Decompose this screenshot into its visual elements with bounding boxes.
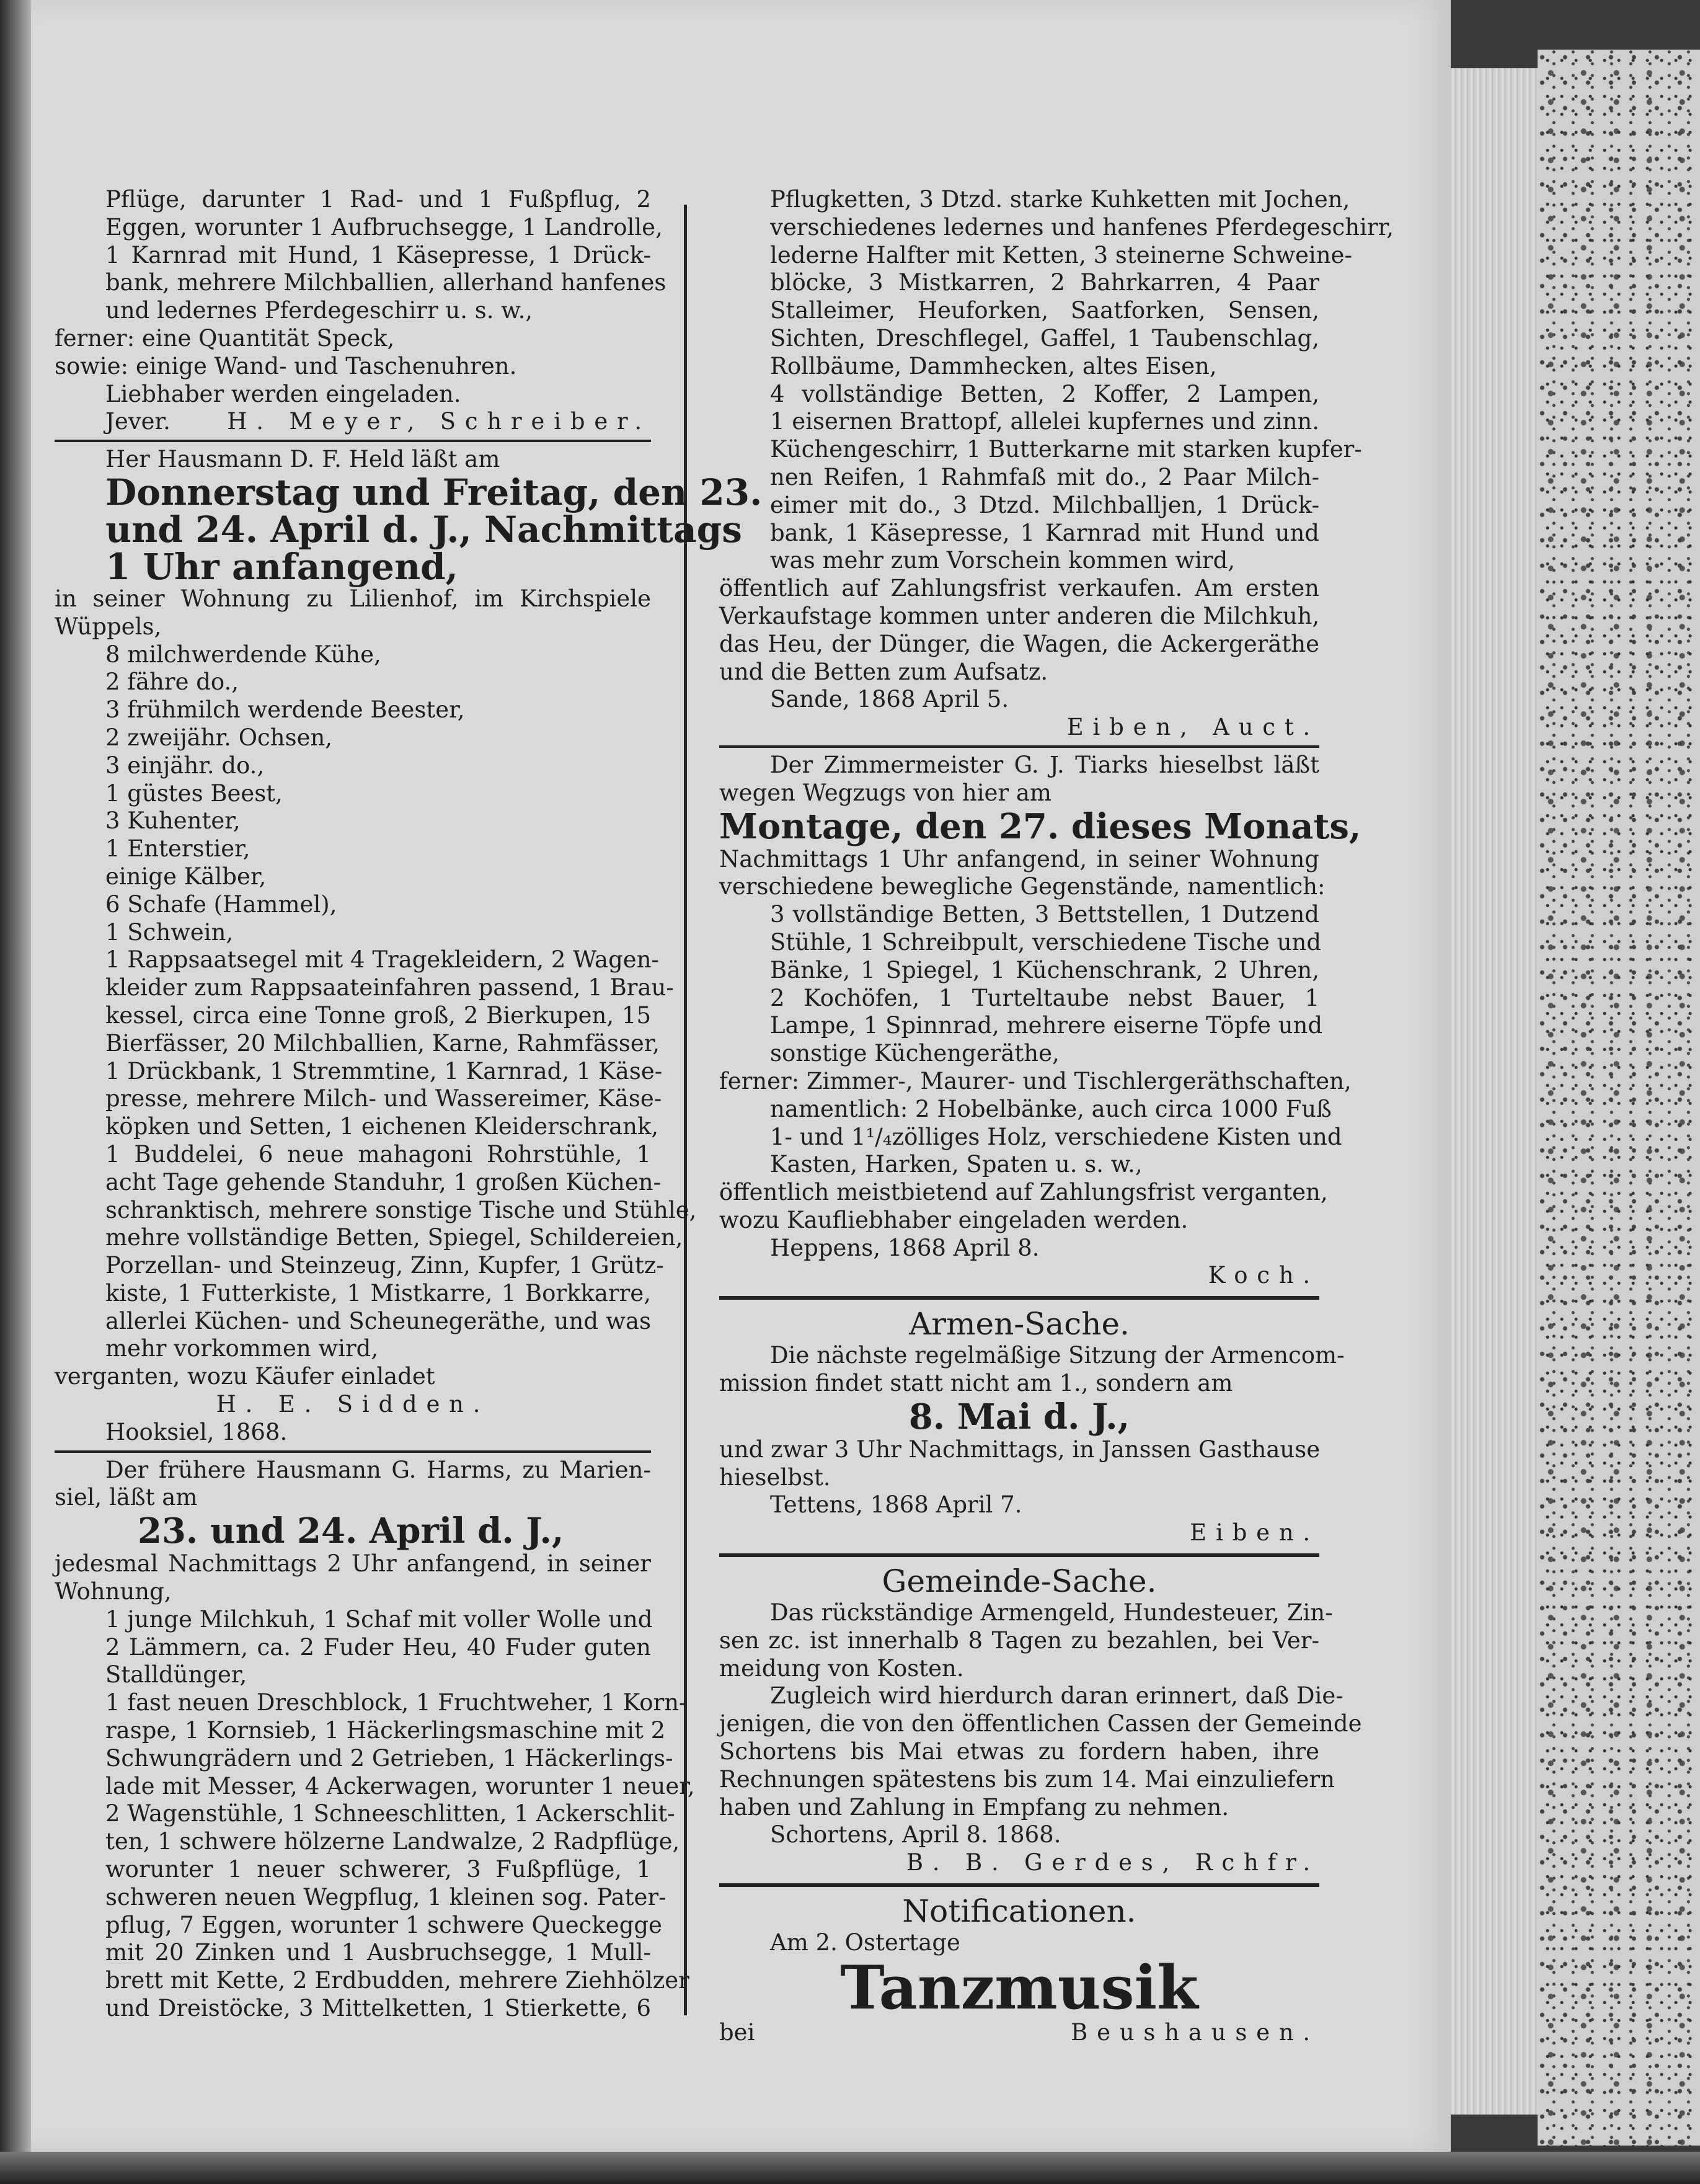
auction-date-heading: Donnerstag und Freitag, den 23. bbox=[105, 471, 763, 513]
text-line: 1 Buddelei, 6 neue mahagoni Rohrstühle, 1 bbox=[105, 1140, 651, 1168]
book-cover bbox=[1538, 50, 1700, 2146]
text-line: 1- und 1¹/₄zölliges Holz, verschiedene Kisten und bbox=[770, 1123, 1342, 1150]
text-line: 1 fast neuen Dreschblock, 1 Fruchtweher, 1 Korn- bbox=[105, 1689, 687, 1716]
text-line: Eggen, worunter 1 Aufbruchsegge, 1 Landrolle, bbox=[105, 213, 663, 241]
text-line: namentlich: 2 Hobelbänke, auch circa 1000 Fuß bbox=[770, 1095, 1332, 1122]
text-line: Das rückständige Armengeld, Hundesteuer, Zin- bbox=[770, 1599, 1333, 1627]
place-date: Jever. bbox=[105, 408, 170, 435]
venue-row bbox=[719, 2019, 1319, 2047]
text-line: 2 Lämmern, ca. 2 Fuder Heu, 40 Fuder guten bbox=[105, 1633, 651, 1661]
section-rule bbox=[719, 1296, 1319, 1300]
text-line: Stalldünger, bbox=[105, 1661, 247, 1689]
text-line: Porzellan- und Steinzeug, Zinn, Kupfer, 1 Grütz- bbox=[105, 1252, 664, 1279]
list-item: 3 Kuhenter, bbox=[105, 807, 241, 835]
notice-intro: siel, läßt am bbox=[55, 1484, 198, 1511]
section-rule bbox=[55, 440, 651, 442]
place-date: Heppens, 1868 April 8. bbox=[770, 1234, 1040, 1261]
text-line: bei bbox=[719, 2018, 755, 2046]
text-line: meidung von Kosten. bbox=[719, 1654, 964, 1682]
text-line: Wohnung, bbox=[55, 1578, 172, 1605]
text-line: Sichten, Dreschflegel, Gaffel, 1 Taubenschlag, bbox=[770, 324, 1319, 352]
text-line: kessel, circa eine Tonne groß, 2 Bierkupen, 15 bbox=[105, 1001, 651, 1029]
text-line: öffentlich meistbietend auf Zahlungsfrist verganten, bbox=[719, 1179, 1328, 1206]
text-line: acht Tage gehende Standuhr, 1 großen Küchen- bbox=[105, 1168, 662, 1196]
text-line: Schortens bis Mai etwas zu fordern haben, ihre bbox=[719, 1738, 1319, 1765]
section-rule bbox=[719, 745, 1319, 748]
text-line: was mehr zum Vorschein kommen wird, bbox=[770, 547, 1236, 574]
auction-notice-2 bbox=[55, 446, 763, 1447]
notice-intro: Der Zimmermeister G. J. Tiarks hieselbst läßt bbox=[770, 751, 1319, 778]
left-column bbox=[55, 186, 763, 2023]
place-date: Schortens, April 8. 1868. bbox=[770, 1821, 1061, 1849]
list-item: 1 Schwein, bbox=[105, 918, 234, 946]
text-line: Kasten, Harken, Spaten u. s. w., bbox=[770, 1151, 1143, 1178]
section-rule bbox=[55, 1450, 651, 1453]
meeting-date-heading: 8. Mai d. J., bbox=[908, 1396, 1130, 1437]
section-rule bbox=[719, 1883, 1319, 1887]
text-line: Die nächste regelmäßige Sitzung der Armencom- bbox=[770, 1342, 1345, 1369]
text-line: Küchengeschirr, 1 Butterkarne mit starken kupfer- bbox=[770, 436, 1362, 463]
text-line: Wüppels, bbox=[55, 613, 162, 640]
right-column bbox=[719, 186, 1394, 2047]
text-line: ferner: Zimmer-, Maurer- und Tischlergeräthschaften, bbox=[719, 1067, 1352, 1094]
text-line: 1 Drückbank, 1 Stremmtine, 1 Karnrad, 1 Käse- bbox=[105, 1057, 663, 1085]
text-line: sowie: einige Wand- und Taschenuhren. bbox=[55, 352, 517, 380]
text-line: jenigen, die von den öffentlichen Cassen der Gemeinde bbox=[719, 1710, 1362, 1738]
text-line: Am 2. Ostertage bbox=[770, 1929, 960, 1956]
text-line: verschiedene bewegliche Gegenstände, namentlich: bbox=[719, 873, 1326, 900]
place-date: Tettens, 1868 April 7. bbox=[770, 1491, 1022, 1519]
text-line: und Dreistöcke, 3 Mittelketten, 1 Stierkette, 6 bbox=[105, 1995, 651, 2022]
signature: Koch. bbox=[1208, 1262, 1319, 1289]
signature: H. Meyer, Schreiber. bbox=[227, 408, 651, 435]
text-line: schweren neuen Wegpflug, 1 kleinen sog. Pater- bbox=[105, 1883, 666, 1911]
text-line: 2 Wagenstühle, 1 Schneeschlitten, 1 Ackerschlit- bbox=[105, 1800, 675, 1827]
text-line: 2 Kochöfen, 1 Turteltaube nebst Bauer, 1 bbox=[770, 984, 1319, 1011]
text-line: haben und Zahlung in Empfang zu nehmen. bbox=[719, 1793, 1229, 1821]
text-line: kleider zum Rappsaateinfahren passend, 1 Brau- bbox=[105, 974, 674, 1001]
notifications-section bbox=[719, 1893, 1319, 2047]
poor-relief-notice bbox=[719, 1306, 1345, 1547]
auction-notice-3 bbox=[55, 1456, 695, 2023]
text-line: 3 vollständige Betten, 3 Bettstellen, 1 Dutzend bbox=[770, 901, 1319, 928]
signature: Eiben, Auct. bbox=[1066, 714, 1319, 741]
list-item: 8 milchwerdende Kühe, bbox=[105, 641, 381, 668]
auction-date-heading: 23. und 24. April d. J., bbox=[138, 1511, 564, 1552]
auction-notice-1 bbox=[55, 186, 666, 436]
text-line: Zugleich wird hierdurch daran erinnert, daß Die- bbox=[770, 1682, 1344, 1710]
text-line: Stühle, 1 Schreibpult, verschiedene Tische und bbox=[770, 928, 1322, 956]
section-rule bbox=[719, 1553, 1319, 1557]
signature: H. E. Sidden. bbox=[216, 1391, 490, 1418]
text-line: verganten, wozu Käufer einladet bbox=[55, 1363, 435, 1390]
text-line: bank, 1 Käsepresse, 1 Karnrad mit Hund und bbox=[770, 519, 1319, 546]
text-line: 1 junge Milchkuh, 1 Schaf mit voller Wolle und bbox=[105, 1605, 653, 1633]
text-line: presse, mehrere Milch- und Wassereimer, Käse- bbox=[105, 1085, 662, 1112]
text-line: und die Betten zum Aufsatz. bbox=[719, 658, 1048, 685]
place-date: Hooksiel, 1868. bbox=[105, 1418, 288, 1445]
notice-intro: wegen Wegzugs von hier am bbox=[719, 779, 1052, 806]
text-line: 1 Karnrad mit Hund, 1 Käsepresse, 1 Drück- bbox=[105, 241, 651, 269]
signature: Eiben. bbox=[1190, 1519, 1319, 1547]
text-line: schranktisch, mehrere sonstige Tische und Stühle, bbox=[105, 1196, 697, 1223]
auction-date-heading: Montage, den 27. dieses Monats, bbox=[719, 806, 1361, 847]
text-line: eimer mit do., 3 Dtzd. Milchballjen, 1 Drück- bbox=[770, 491, 1319, 518]
text-line: köpken und Setten, 1 eichenen Kleiderschrank, bbox=[105, 1113, 659, 1140]
text-line: Schwungrädern und 2 Getrieben, 1 Häckerlings- bbox=[105, 1744, 673, 1772]
text-line: und ledernes Pferdegeschirr u. s. w., bbox=[105, 297, 533, 324]
list-item: einige Kälber, bbox=[105, 863, 267, 890]
text-line: blöcke, 3 Mistkarren, 2 Bahrkarren, 4 Paar bbox=[770, 269, 1319, 296]
text-line: in seiner Wohnung zu Lilienhof, im Kirchspiele bbox=[55, 585, 651, 612]
text-line: Stalleimer, Heuforken, Saatforken, Sensen, bbox=[770, 297, 1319, 324]
text-line: und zwar 3 Uhr Nachmittags, in Janssen Gasthause bbox=[719, 1436, 1321, 1463]
list-item: 2 zweijähr. Ochsen, bbox=[105, 724, 333, 751]
notice-intro: Her Hausmann D. F. Held läßt am bbox=[105, 446, 500, 473]
list-item: 1 güstes Beest, bbox=[105, 779, 283, 807]
signature-row bbox=[55, 408, 651, 436]
municipal-notice bbox=[719, 1563, 1362, 1877]
text-line: mehre vollständige Betten, Spiegel, Schildereien, bbox=[105, 1224, 683, 1251]
text-line: allerlei Küchen- und Scheunegeräthe, und was bbox=[105, 1307, 651, 1334]
text-line: verschiedenes ledernes und hanfenes Pferdegeschirr, bbox=[770, 213, 1394, 241]
text-line: mission findet statt nicht am 1., sondern am bbox=[719, 1370, 1233, 1397]
invitation-line: Liebhaber werden eingeladen. bbox=[105, 380, 461, 407]
text-line: Rechnungen spätestens bis zum 14. Mai einzuliefern bbox=[719, 1765, 1335, 1793]
text-line: Bierfässer, 20 Milchballien, Karne, Rahmfässer, bbox=[105, 1029, 660, 1057]
text-line: Nachmittags 1 Uhr anfangend, in seiner Wohnung bbox=[719, 845, 1319, 872]
text-line: kiste, 1 Futterkiste, 1 Mistkarre, 1 Borkkarre, bbox=[105, 1279, 651, 1307]
text-line: wozu Kaufliebhaber eingeladen werden. bbox=[719, 1206, 1189, 1233]
text-line: sen zc. ist innerhalb 8 Tagen zu bezahlen, bei Ver- bbox=[719, 1627, 1319, 1654]
text-line: mehr vorkommen wird, bbox=[105, 1335, 379, 1362]
text-line: sonstige Küchengeräthe, bbox=[770, 1040, 1060, 1067]
text-line: hieselbst. bbox=[719, 1463, 831, 1491]
notice-intro: Der frühere Hausmann G. Harms, zu Marien- bbox=[105, 1456, 651, 1483]
text-line: Bänke, 1 Spiegel, 1 Küchenschrank, 2 Uhren, bbox=[770, 956, 1319, 983]
book-bottom-shadow bbox=[0, 2152, 1700, 2184]
text-line: lade mit Messer, 4 Ackerwagen, worunter 1 neuer, bbox=[105, 1772, 695, 1800]
venue-name: Beushausen. bbox=[1071, 2018, 1319, 2046]
text-line: lederne Halfter mit Ketten, 3 steinerne Schweine- bbox=[770, 241, 1352, 269]
auction-date-heading: 1 Uhr anfangend, bbox=[105, 545, 458, 588]
text-line: worunter 1 neuer schwerer, 3 Fußpflüge, 1 bbox=[105, 1856, 651, 1883]
list-item: 1 Enterstier, bbox=[105, 835, 250, 863]
list-item: 3 einjähr. do., bbox=[105, 752, 265, 779]
section-heading: Gemeinde-Sache. bbox=[882, 1563, 1157, 1600]
signature: B. B. Gerdes, Rchfr. bbox=[906, 1849, 1319, 1876]
text-line: das Heu, der Dünger, die Wagen, die Ackergeräthe bbox=[719, 630, 1319, 657]
text-line: 1 eisernen Brattopf, allelei kupfernes und zinn. bbox=[770, 408, 1319, 435]
text-line: pflug, 7 Eggen, worunter 1 schwere Queckegge bbox=[105, 1911, 662, 1938]
list-item: 3 frühmilch werdende Beester, bbox=[105, 696, 465, 724]
dance-music-heading: Tanzmusik bbox=[840, 1952, 1198, 2023]
section-heading: Armen-Sache. bbox=[909, 1306, 1130, 1343]
auction-notice-continued bbox=[719, 186, 1394, 742]
text-line: 4 vollständige Betten, 2 Koffer, 2 Lampen, bbox=[770, 380, 1319, 407]
place-date: Sande, 1868 April 5. bbox=[770, 686, 1009, 713]
text-line: ten, 1 schwere hölzerne Landwalze, 2 Radpflüge, bbox=[105, 1828, 680, 1855]
auction-notice-4 bbox=[719, 751, 1361, 1290]
text-line: Rollbäume, Dammhecken, altes Eisen, bbox=[770, 352, 1217, 380]
text-line: Pflüge, darunter 1 Rad- und 1 Fußpflug, 2 bbox=[105, 186, 651, 213]
text-line: brett mit Kette, 2 Erdbudden, mehrere Ziehhölzer bbox=[105, 1967, 689, 1994]
text-line: nen Reifen, 1 Rahmfaß mit do., 2 Paar Milch- bbox=[770, 463, 1319, 491]
text-line: ferner: eine Quantität Speck, bbox=[55, 324, 395, 352]
text-line: öffentlich auf Zahlungsfrist verkaufen. Am ersten bbox=[719, 575, 1319, 602]
auction-date-heading: und 24. April d. J., Nachmittags bbox=[105, 508, 742, 551]
text-line: raspe, 1 Kornsieb, 1 Häckerlingsmaschine mit 2 bbox=[105, 1717, 666, 1744]
page-stack-edge bbox=[1451, 68, 1538, 2115]
text-line: 1 Rappsaatsegel mit 4 Tragekleidern, 2 Wagen- bbox=[105, 946, 660, 974]
text-line: jedesmal Nachmittags 2 Uhr anfangend, in seiner bbox=[55, 1550, 651, 1578]
text-line: bank, mehrere Milchballien, allerhand hanfenes bbox=[105, 269, 666, 296]
text-line: Verkaufstage kommen unter anderen die Milchkuh, bbox=[719, 602, 1320, 629]
text-line: mit 20 Zinken und 1 Ausbruchsegge, 1 Mull- bbox=[105, 1939, 651, 1966]
text-line: Lampe, 1 Spinnrad, mehrere eiserne Töpfe und bbox=[770, 1012, 1323, 1039]
list-item: 2 fähre do., bbox=[105, 668, 239, 696]
text-line: Pflugketten, 3 Dtzd. starke Kuhketten mit Jochen, bbox=[770, 186, 1350, 213]
section-heading: Notificationen. bbox=[902, 1893, 1136, 1930]
list-item: 6 Schafe (Hammel), bbox=[105, 890, 337, 918]
